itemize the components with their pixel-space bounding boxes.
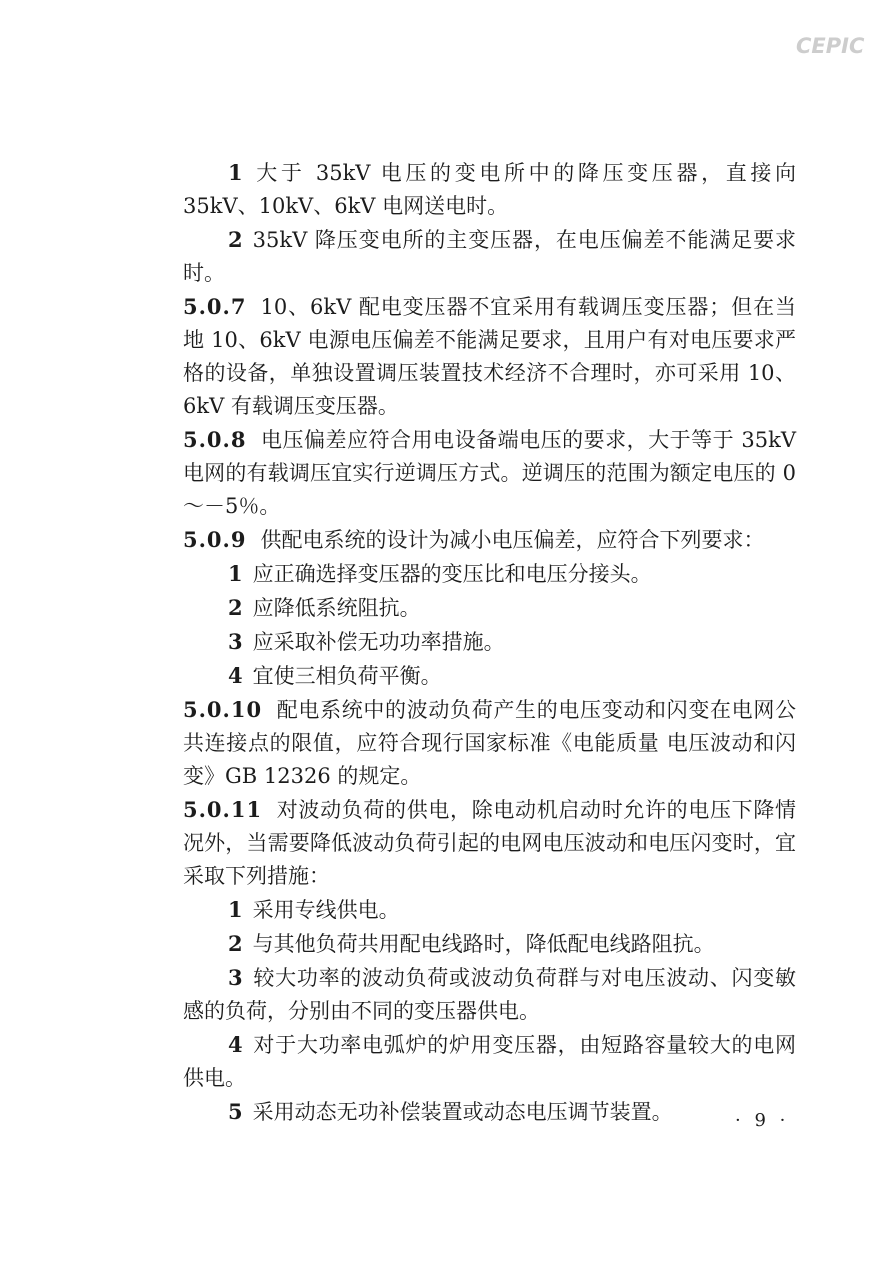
list-item <box>183 927 796 961</box>
clause-text: 供配电系统的设计为减小电压偏差，应符合下列要求： <box>260 528 765 552</box>
item-text: 大于 35kV 电压的变电所中的降压变压器，直接向 35kV、10kV、6kV 电网送电时。 <box>183 161 796 218</box>
clause-5-0-8 <box>183 423 796 523</box>
clause-number: 5.0.11 <box>183 797 263 822</box>
item-text: 较大功率的波动负荷或波动负荷群与对电压波动、闪变敏感的负荷，分别由不同的变压器供电。 <box>183 966 796 1023</box>
item-number: 5 <box>228 1099 243 1124</box>
clause-number: 5.0.10 <box>183 697 263 722</box>
item-number: 2 <box>228 931 243 956</box>
item-text: 采用专线供电。 <box>252 898 400 922</box>
list-item <box>183 1095 796 1129</box>
list-item <box>183 156 796 223</box>
clause-5-0-10 <box>183 693 796 793</box>
list-item <box>183 223 796 290</box>
item-text: 35kV 降压变电所的主变压器，在电压偏差不能满足要求时。 <box>183 228 796 285</box>
clause-number: 5.0.9 <box>183 527 247 552</box>
item-number: 4 <box>228 1032 243 1057</box>
list-item <box>183 591 796 625</box>
item-text: 应正确选择变压器的变压比和电压分接头。 <box>252 562 652 586</box>
document-body <box>183 156 796 1129</box>
list-item <box>183 893 796 927</box>
item-number: 2 <box>228 595 243 620</box>
item-number: 1 <box>228 561 243 586</box>
page-number: · 9 · <box>735 1110 790 1131</box>
clause-text: 10、6kV 配电变压器不宜采用有载调压变压器；但在当地 10、6kV 电源电压偏差不能满足要求，且用户有对电压要求严格的设备，单独设置调压装置技术经济不合理时，亦可采用 10、6kV 有载调压变压器。 <box>183 295 796 418</box>
item-text: 应采取补偿无功功率措施。 <box>252 630 505 654</box>
clause-text: 电压偏差应符合用电设备端电压的要求，大于等于 35kV 电网的有载调压宜实行逆调压方式。逆调压的范围为额定电压的 0～－5％。 <box>183 428 796 518</box>
clause-text: 对波动负荷的供电，除电动机启动时允许的电压下降情况外，当需要降低波动负荷引起的电网电压波动和电压闪变时，宜采取下列措施： <box>183 798 796 888</box>
item-number: 2 <box>228 227 243 252</box>
item-text: 应降低系统阻抗。 <box>252 596 421 620</box>
list-item <box>183 1028 796 1095</box>
item-number: 3 <box>228 629 243 654</box>
item-number: 4 <box>228 663 243 688</box>
clause-number: 5.0.7 <box>183 294 247 319</box>
clause-text: 配电系统中的波动负荷产生的电压变动和闪变在电网公共连接点的限值，应符合现行国家标准《电能质量 电压波动和闪变》GB 12326 的规定。 <box>183 698 796 788</box>
item-text: 与其他负荷共用配电线路时，降低配电线路阻抗。 <box>252 932 715 956</box>
clause-5-0-11 <box>183 793 796 893</box>
list-item <box>183 961 796 1028</box>
item-number: 3 <box>228 965 243 990</box>
item-number: 1 <box>228 897 243 922</box>
clause-number: 5.0.8 <box>183 427 247 452</box>
item-text: 宜使三相负荷平衡。 <box>252 664 442 688</box>
item-text: 采用动态无功补偿装置或动态电压调节装置。 <box>252 1100 673 1124</box>
list-item <box>183 557 796 591</box>
clause-5-0-9 <box>183 523 796 557</box>
cepic-logo: CEPIC <box>796 34 865 58</box>
item-text: 对于大功率电弧炉的炉用变压器，由短路容量较大的电网供电。 <box>183 1033 796 1090</box>
list-item <box>183 659 796 693</box>
item-number: 1 <box>228 160 243 185</box>
list-item <box>183 625 796 659</box>
clause-5-0-7 <box>183 290 796 423</box>
